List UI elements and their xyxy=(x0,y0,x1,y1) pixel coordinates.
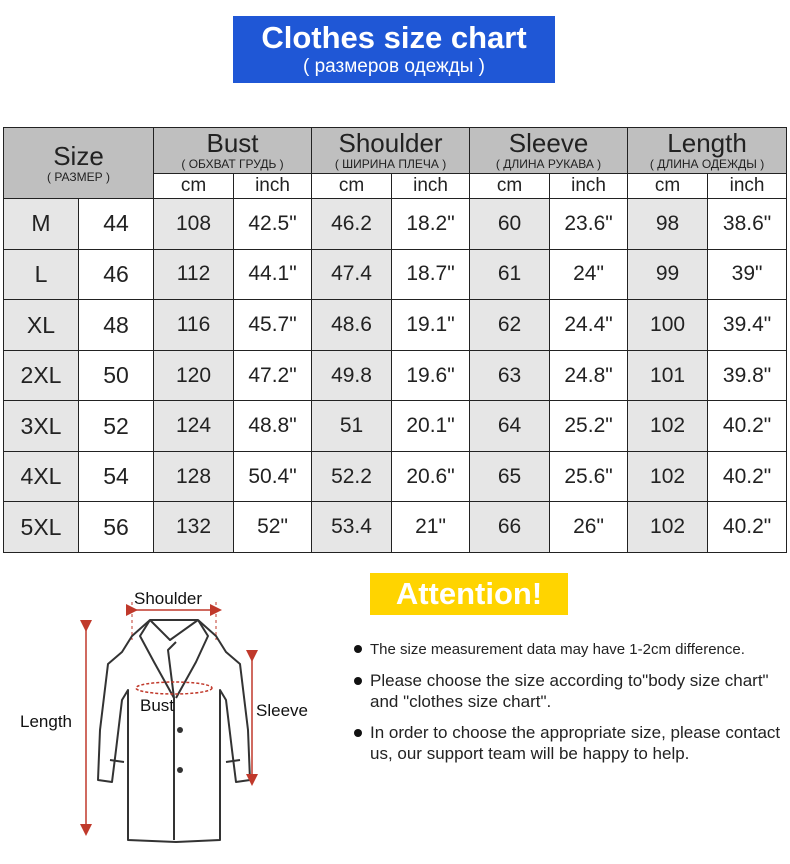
cm-cell: 47.4 xyxy=(312,249,392,300)
size-number-cell: 56 xyxy=(79,502,154,553)
unit-cell: inch xyxy=(392,174,470,199)
cm-cell: 100 xyxy=(628,300,708,351)
inch-cell: 39" xyxy=(708,249,787,300)
table-row xyxy=(4,451,787,502)
cm-cell: 102 xyxy=(628,401,708,452)
bust-label: Bust xyxy=(140,696,175,715)
size-number-cell: 50 xyxy=(79,350,154,401)
length-header xyxy=(628,128,787,174)
inch-cell: 25.2" xyxy=(550,401,628,452)
cm-cell: 64 xyxy=(470,401,550,452)
note-text: The size measurement data may have 1-2cm difference. xyxy=(370,641,745,658)
cm-cell: 63 xyxy=(470,350,550,401)
cm-cell: 62 xyxy=(470,300,550,351)
shoulder-header-label: Shoulder xyxy=(338,128,443,159)
cm-cell: 48.6 xyxy=(312,300,392,351)
inch-cell: 21" xyxy=(392,502,470,553)
cm-cell: 101 xyxy=(628,350,708,401)
cm-cell: 98 xyxy=(628,199,708,250)
size-number-cell: 48 xyxy=(79,300,154,351)
length-header-label: Length xyxy=(667,128,747,159)
size-label-cell: M xyxy=(4,199,79,250)
cm-cell: 124 xyxy=(154,401,234,452)
cm-cell: 46.2 xyxy=(312,199,392,250)
inch-cell: 18.7" xyxy=(392,249,470,300)
cm-cell: 49.8 xyxy=(312,350,392,401)
shoulder-label: Shoulder xyxy=(134,589,203,608)
inch-cell: 52" xyxy=(234,502,312,553)
sleeve-label: Sleeve xyxy=(256,701,308,720)
bust-header xyxy=(154,128,312,174)
size-label-cell: 2XL xyxy=(4,350,79,401)
unit-cell: inch xyxy=(234,174,312,199)
shoulder-header-sub: ( ШИРИНА ПЛЕЧА ) xyxy=(334,157,447,172)
unit-cell: cm xyxy=(154,174,234,199)
inch-cell: 20.1" xyxy=(392,401,470,452)
table-row xyxy=(4,249,787,300)
size-header xyxy=(4,128,154,199)
cm-cell: 60 xyxy=(470,199,550,250)
size-label-cell: L xyxy=(4,249,79,300)
table-row xyxy=(4,401,787,452)
inch-cell: 24" xyxy=(550,249,628,300)
attention-badge: Attention! xyxy=(370,573,568,615)
inch-cell: 50.4" xyxy=(234,451,312,502)
table-row xyxy=(4,199,787,250)
cm-cell: 102 xyxy=(628,451,708,502)
coat-button xyxy=(177,727,183,733)
table-row xyxy=(4,350,787,401)
bust-header-sub: ( ОБХВАТ ГРУДЬ ) xyxy=(181,157,284,172)
note-text: In order to choose the appropriate size, please contact us, our support team will be happy to help. xyxy=(370,723,781,763)
page-title: Clothes size chart xyxy=(261,20,527,55)
cm-cell: 132 xyxy=(154,502,234,553)
length-header-sub: ( ДЛИНА ОДЕЖДЫ ) xyxy=(649,157,765,172)
note-item xyxy=(352,670,788,712)
size-table xyxy=(3,127,787,553)
inch-cell: 26" xyxy=(550,502,628,553)
coat-outline xyxy=(98,620,250,842)
size-header-label: Size xyxy=(53,140,104,171)
sleeve-header xyxy=(470,128,628,174)
inch-cell: 48.8" xyxy=(234,401,312,452)
inch-cell: 19.1" xyxy=(392,300,470,351)
size-label-cell: 5XL xyxy=(4,502,79,553)
inch-cell: 40.2" xyxy=(708,451,787,502)
inch-cell: 25.6" xyxy=(550,451,628,502)
cm-cell: 128 xyxy=(154,451,234,502)
coat-button xyxy=(177,767,183,773)
inch-cell: 19.6" xyxy=(392,350,470,401)
inch-cell: 44.1" xyxy=(234,249,312,300)
unit-cell: cm xyxy=(470,174,550,199)
size-label-cell: 4XL xyxy=(4,451,79,502)
inch-cell: 45.7" xyxy=(234,300,312,351)
cm-cell: 65 xyxy=(470,451,550,502)
size-number-cell: 54 xyxy=(79,451,154,502)
title-banner xyxy=(233,16,555,83)
inch-cell: 24.8" xyxy=(550,350,628,401)
inch-cell: 40.2" xyxy=(708,401,787,452)
note-text: Please choose the size according to"body size chart" and "clothes size chart". xyxy=(370,671,769,711)
table-row xyxy=(4,300,787,351)
inch-cell: 38.6" xyxy=(708,199,787,250)
header-row xyxy=(4,128,787,174)
inch-cell: 39.8" xyxy=(708,350,787,401)
cm-cell: 61 xyxy=(470,249,550,300)
sleeve-header-label: Sleeve xyxy=(508,128,589,159)
table-row xyxy=(4,502,787,553)
cm-cell: 51 xyxy=(312,401,392,452)
inch-cell: 40.2" xyxy=(708,502,787,553)
cm-cell: 108 xyxy=(154,199,234,250)
cm-cell: 116 xyxy=(154,300,234,351)
size-number-cell: 46 xyxy=(79,249,154,300)
cm-cell: 99 xyxy=(628,249,708,300)
size-number-cell: 52 xyxy=(79,401,154,452)
page-subtitle: ( размеров одежды ) xyxy=(302,56,486,77)
cm-cell: 53.4 xyxy=(312,502,392,553)
bust-header-label: Bust xyxy=(206,128,259,159)
note-item xyxy=(352,638,788,660)
unit-cell: cm xyxy=(628,174,708,199)
inch-cell: 47.2" xyxy=(234,350,312,401)
unit-cell: inch xyxy=(550,174,628,199)
unit-cell: cm xyxy=(312,174,392,199)
cm-cell: 112 xyxy=(154,249,234,300)
inch-cell: 23.6" xyxy=(550,199,628,250)
size-header-sub: ( РАЗМЕР ) xyxy=(47,169,110,184)
size-label-cell: 3XL xyxy=(4,401,79,452)
length-label: Length xyxy=(20,712,72,731)
note-item xyxy=(352,722,788,764)
size-number-cell: 44 xyxy=(79,199,154,250)
inch-cell: 24.4" xyxy=(550,300,628,351)
shoulder-header xyxy=(312,128,470,174)
cm-cell: 120 xyxy=(154,350,234,401)
coat-diagram xyxy=(0,580,340,864)
cm-cell: 66 xyxy=(470,502,550,553)
cm-cell: 52.2 xyxy=(312,451,392,502)
sleeve-header-sub: ( ДЛИНА РУКАВА ) xyxy=(495,157,602,172)
inch-cell: 39.4" xyxy=(708,300,787,351)
unit-cell: inch xyxy=(708,174,787,199)
cm-cell: 102 xyxy=(628,502,708,553)
bullet-icon xyxy=(354,729,362,737)
bullet-icon xyxy=(354,677,362,685)
size-label-cell: XL xyxy=(4,300,79,351)
bullet-icon xyxy=(354,645,362,653)
attention-notes xyxy=(352,638,788,774)
inch-cell: 20.6" xyxy=(392,451,470,502)
inch-cell: 42.5" xyxy=(234,199,312,250)
inch-cell: 18.2" xyxy=(392,199,470,250)
